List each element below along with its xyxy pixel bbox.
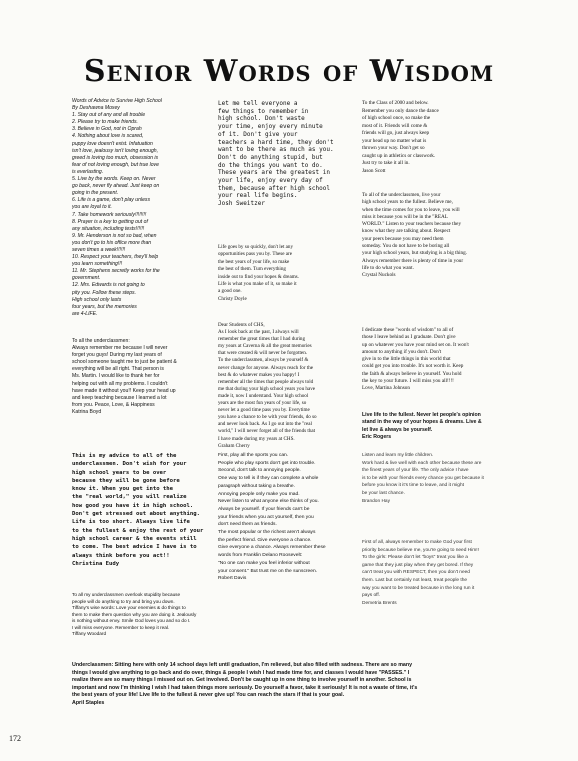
message-robert-davis: First, play all the sports you can. People who play sports don't get into trouble. Second, don't talk to annoying people. One way to tell is if they can complete a whole paragraph without taking a breathe. Annoying people only make you mad. Never listen to what anyone else thinks of you. Always be yourself. If your friends can't be your friends when you act yourself, then you don't need them as friends. The most popular or the richest aren't always the perfect friend. Give everyone a chance. Give everyone a chance. Always remember these words from Franklin Delano Roosevelt: "No one can make you feel inferior without your consent." But trust me on the sunscreen. Robert Davis xyxy=(218,453,326,582)
message-christina-eudy: This is my advice to all of the underclassmen. Don't wish for your high school years to be over because they will be gone before know it. When you get into the the "real world," you will realize how good you have it in high school. Don't get stressed out about anything. Life is too short. Always live life to the fullest & enjoy the rest of your high school career & the events still to come. The best advice I have is to always think before you act!! Christina Eudy xyxy=(72,453,204,567)
page-number: 172 xyxy=(9,734,21,743)
message-demetria-brents: First of all, always remember to make God your first priority because believe me, you're going to need Him!! To the girls: Please don't let "boys" treat you like a game that they just play when they get bored. If they can't treat you with RESPECT, then you don't need them. Last but certainly not least, treat people the way you want to be treated because in the long run it pays off. Demetria Brents xyxy=(362,540,479,606)
message-graham-cherry: Dear Students of CHS, As I look back at the past, I always will remember the great times that I had during my years at Caverna & all the great memories that were created & will never be forgotten. To the underclassmen, always be yourself & never change for anyone. Always reach for the best & do whatever makes you happy! I remember all the times that people always told me that during your high school years you have made it, now I understand. Your high school years are the most fun years of your life, so never let a good time pass you by. Everytime you have a chance to be with your friends, do so and never look back. As I go out into the "real world," I will never forget all of the friends that I have made during my years at CHS. Graham Cherry xyxy=(218,322,317,449)
message-martina-johnson: I dedicate these "words of wisdom" to all of those I leave behind as I graduate. Don't give up on whatever you have your mind set on. It won't amount to anything if you don't. Don't give in to the little things in this world that could get you into trouble. It's not worth it. Keep the faith & always believe in yourself. You hold the key to your future. I will miss you all!!!! Love, Martina Johnson xyxy=(362,327,469,392)
message-eric-rogers: Live life to the fullest. Never let people's opinion stand in the way of your hopes & dreams. Live & let live & always be yourself. Eric Rogers xyxy=(362,412,482,440)
message-crystal-nuckols: To all of the underclassmen, live your high school years to the fullest. Believe me, when the time comes for you to leave, you will miss it because you will be in the "REAL WORLD." Listen to your teachers because they know what they are talking about. Respect your peers because you may need them someday. You do not have to be boring all your high school years, but studying is a big thing. Always remember there is plenty of time in your life to do what you want. Crystal Nuckols xyxy=(362,192,468,279)
advice-list-moxey: Words of Advice to Survive High School By Deshawna Moxey 1. Stay out of any and all trouble 2. Please try to make friends. 3. Believe in God, not in Oprah 4. Nothing about love is scared, puppy love doesn't exist. Infatuation isn't love, jealousy isn't loving enough, greed is loving too much, obsession is fear of not loving enough, but true love is everlasting. 5. Live by the words. Keep on. Never go back, never fly ahead. Just keep on going in the present. 6. Life is a game, don't play unless you are loyal to it. 7. Take homework seriously!!!!!!!! 8. Prayer is a key to getting out of any situation, including tests!!!!!! 9. Mr. Henderson is not so bad, when you don't go to his office more than seven times a week!!!!!! 10. Respect your teachers, they'll help you learn something!!! 11. Mr. Stephens secretly works for the government. 12. Mrs. Edwards is not going to pity you. Follow these steps. High school only lasts four years, but the memories are 4-LIFE. xyxy=(72,98,162,317)
message-brandon-hay: Listen and learn my little children. Work hard & live well with each other because these are the finest years of your life. The only advice I have is to be with your friends every chance you get because it before you know it it's time to leave, and it might be your last chance. Brandon Hay xyxy=(362,453,484,504)
message-jason-scott: To the Class of 2000 and below. Remember you only dance the dance of high school once, so make the most of it. Friends will come & friends will go, just always keep your head up no matter what is thrown your way. Don't get so caught up in athletics or classwork. Just try to take it all in. Jason Scott xyxy=(362,100,439,174)
message-tiffany-woodard: To all my underclassmen overlook stupidity because people will do anything to try and bring you down. Tiffany's wise words: Love your enemies & do things to them to make them question why you are doing it. Jealously is nothing without envy. Smile God loves you and so do I. I will miss everyone. Remember to keep it real. Tiffany Woodard xyxy=(72,592,197,636)
page-title: Senior Words of Wisdom xyxy=(83,54,495,89)
message-josh-sweitzer: Let me tell everyone a few things to remember in high school. Don't waste your time, enjoy every minute of it. Don't give your teachers a hard time, they don't want to be there as much as you. Don't do anything stupid, but do the things you want to do. These years are the greatest in your life, enjoy every day of them, because after high school your real life begins. Josh Sweitzer xyxy=(218,100,334,208)
message-christy-doyle: Life goes by so quickly, don't let any opportunities pass you by. These are the best years of your life, so make the best of them. Turn everything inside out to find your hopes & dreams. Life is what you make of it, so make it a good one. Christy Doyle xyxy=(218,244,299,302)
message-april-staples: Underclassmen: Sitting here with only 14 school days left until graduation, I'm relieved, but also filled with sadness. There are so many things I would give anything to go back and do over, things & people I wish I had made time for, and classes I would have "PASSES." I realize there are so many things I missed out on. Get involved. Don't be caught up in one thing to involve yourself in another. School is important and now I'm thinking I wish I had taken things more seriously. Do yourself a favor, take it seriously! It is not a waste of time, it's the best years of your life! Live life to the fullest & never give up! You can reach the stars if that is your goal. April Staples xyxy=(72,662,418,706)
message-katrina-boyd: To all the underclassmen: Always remember me because I will never forget you guys! During my last years of school someone taught me to just be patient & everything will be all right. That person is Ms. Martin. I would like to thank her for helping out with all my problems. I couldn't have made it without you!! Keep your head up and keep teaching because I learned a lot from you. Peace, Love, & Happiness Katrina Boyd xyxy=(72,338,177,415)
